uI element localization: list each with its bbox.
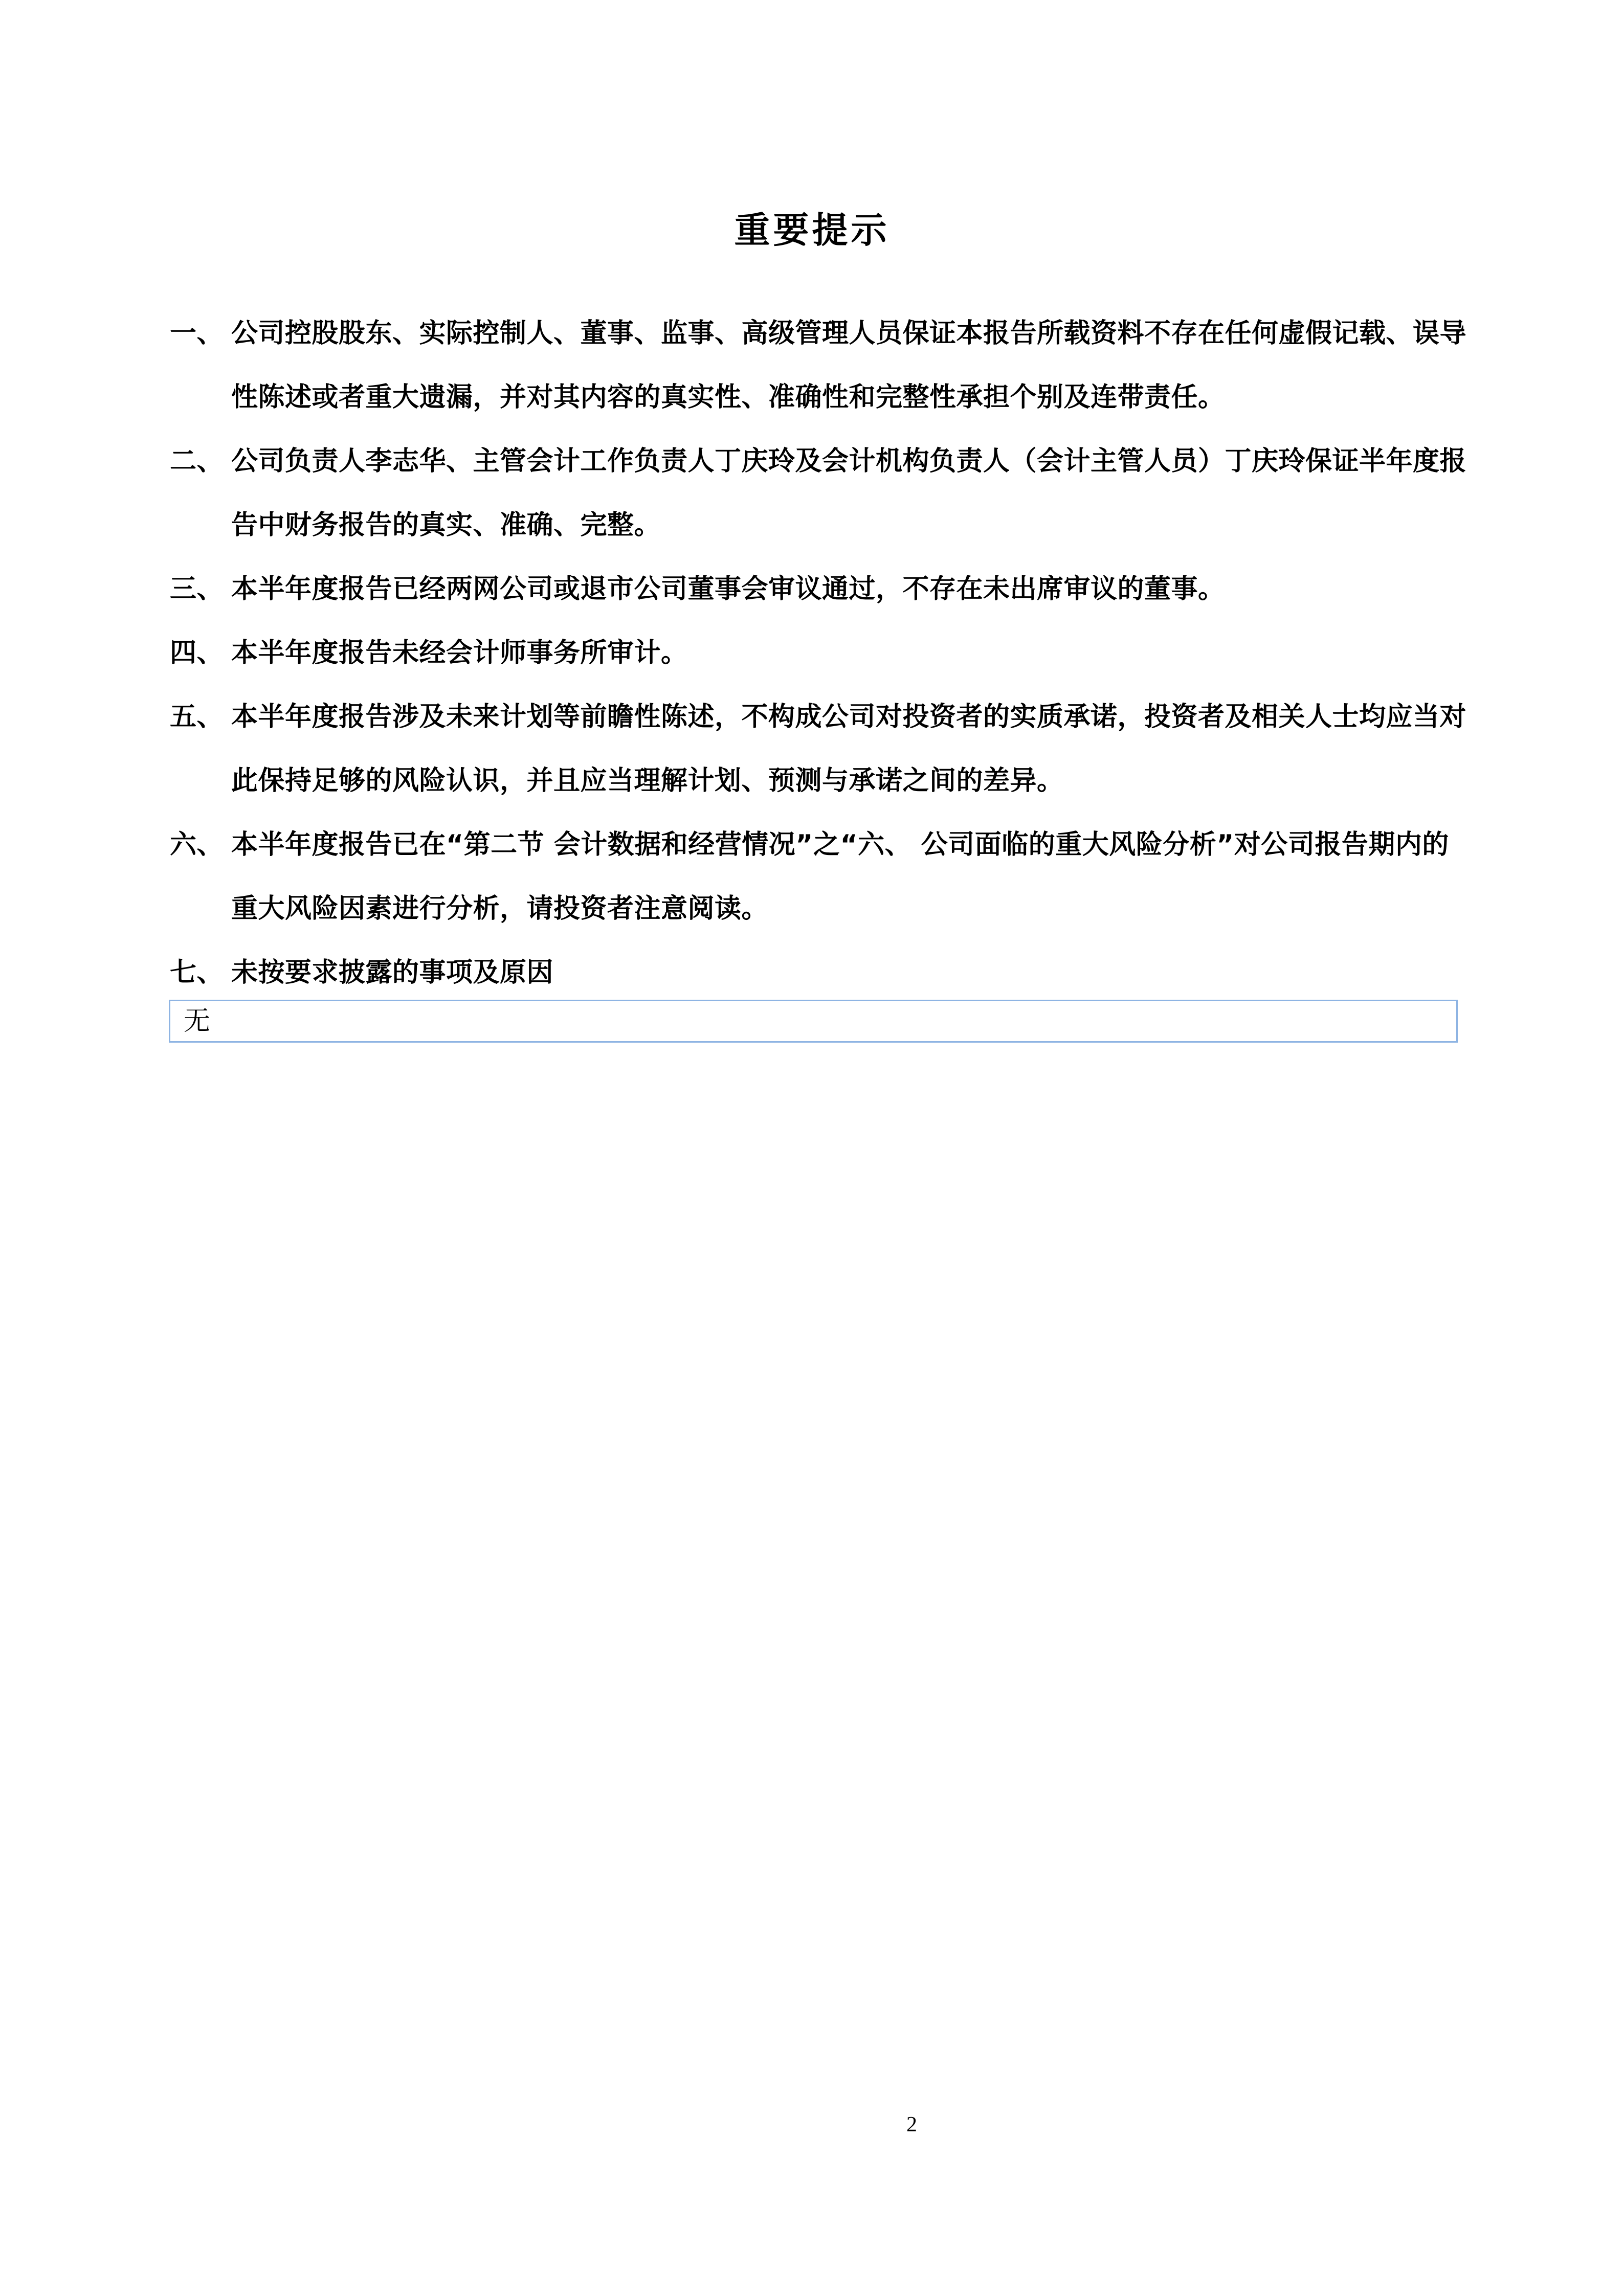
notice-item-3 [170,557,1469,621]
notice-text: 公司负责人李志华、主管会计工作负责人丁庆玲及会计机构负责人（会计主管人员）丁庆玲保证半年度报告中财务报告的真实、准确、完整。 [231,446,1467,541]
notice-item-2 [170,430,1469,557]
page-number: 2 [906,2113,917,2136]
notice-number: 四、 [170,638,224,668]
notice-text: 未按要求披露的事项及原因 [231,957,554,988]
notice-text: 本半年度报告已在“第二节 会计数据和经营情况”之“六、 公司面临的重大风险分析”对公司报告期内的重大风险因素进行分析，请投资者注意阅读。 [231,829,1449,924]
notice-item-1 [170,302,1469,430]
notice-item-6 [170,813,1469,941]
notice-number: 五、 [170,702,224,732]
notice-number: 一、 [170,318,224,349]
notice-list [170,302,1469,1005]
notice-item-7 [170,941,1469,1005]
notice-number: 三、 [170,574,224,604]
undisclosed-items-answer-box: 无 [169,1000,1458,1043]
notice-number: 二、 [170,446,224,477]
notice-text: 公司控股股东、实际控制人、董事、监事、高级管理人员保证本报告所载资料不存在任何虚假记载、误导性陈述或者重大遗漏，并对其内容的真实性、准确性和完整性承担个别及连带责任。 [231,318,1467,413]
notice-number: 七、 [170,957,224,988]
notice-text: 本半年度报告涉及未来计划等前瞻性陈述，不构成公司对投资者的实质承诺，投资者及相关人士均应当对此保持足够的风险认识，并且应当理解计划、预测与承诺之间的差异。 [231,702,1467,796]
notice-text: 本半年度报告未经会计师事务所审计。 [231,638,688,668]
page-title: 重要提示 [734,209,890,251]
notice-item-4 [170,621,1469,685]
notice-number: 六、 [170,829,224,860]
notice-item-5 [170,685,1469,813]
notice-text: 本半年度报告已经两网公司或退市公司董事会审议通过，不存在未出席审议的董事。 [231,574,1225,604]
